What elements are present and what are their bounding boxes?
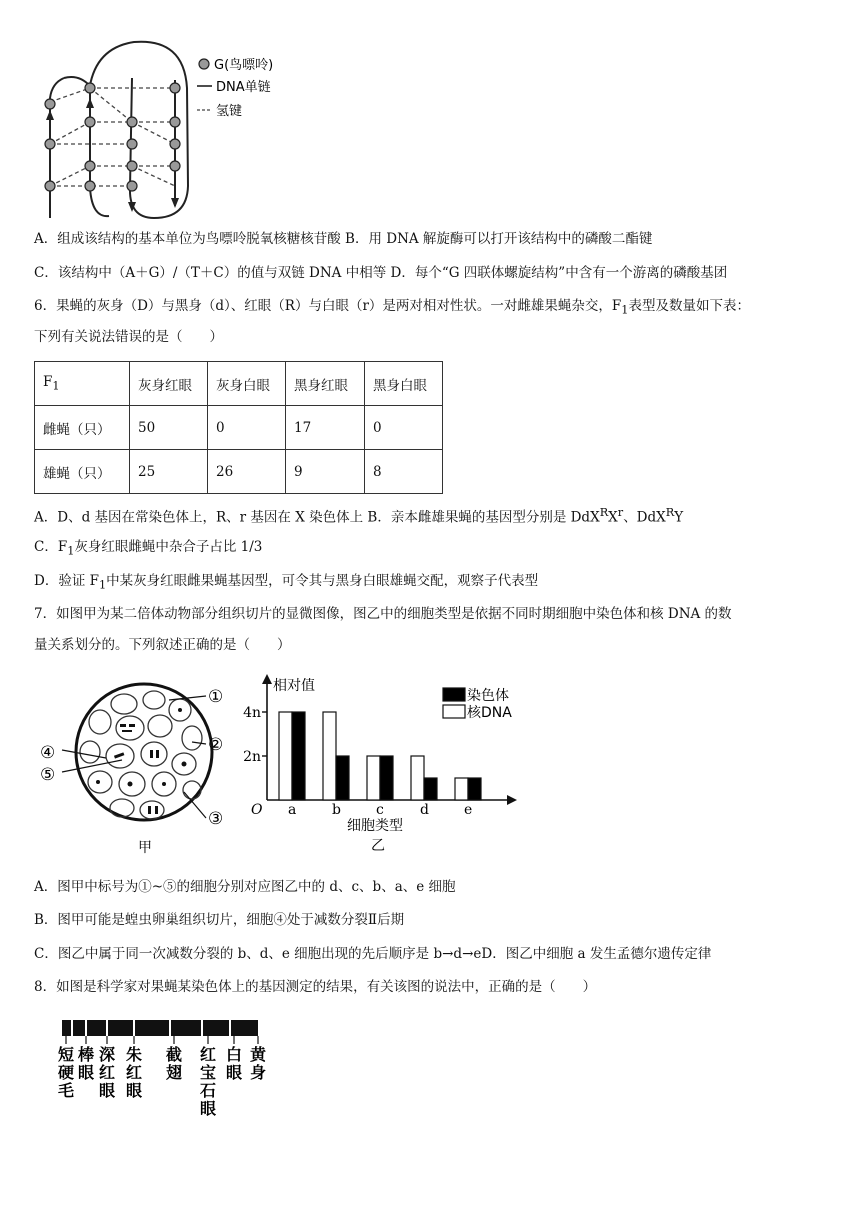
category-label: c (376, 802, 384, 818)
gene-label: 朱红眼 (126, 1045, 143, 1100)
gene-label: 截翅 (166, 1045, 183, 1082)
q6-opt-d-end: 中某灰身红眼雌果蝇基因型，可令其与黑身白眼雄蝇交配，观察子代表型 (106, 573, 539, 589)
table-header-row (35, 362, 443, 406)
q7-option-a: A．图甲中标号为①~⑤的细胞分别对应图乙中的 d、c、b、a、e 细胞 (34, 879, 456, 895)
marker-1: ① (208, 687, 224, 707)
cell-type-bar-chart (245, 670, 535, 856)
table-cell: 17 (286, 406, 365, 450)
q6-stem-end: 表型及数量如下表： (628, 298, 750, 314)
q6-opt-d-pre: D．验证 F (34, 573, 99, 589)
bar-e-chromosome (468, 778, 481, 800)
caption-jia: 甲 (138, 840, 152, 856)
table-row (35, 406, 443, 450)
q6-stem-sub: 1 (621, 303, 629, 317)
q5-option-ab: A．组成该结构的基本单位为鸟嘌呤脱氧核糖核苷酸 B．用 DNA 解旋酶可以打开该结构中的磷酸二酯键 (34, 231, 653, 247)
table-cell: 26 (208, 450, 286, 494)
legend-hbond: 氢键 (216, 104, 243, 119)
table-cell: 0 (365, 406, 443, 450)
f1-sub: 1 (52, 379, 60, 393)
q6-opt-c-end: 灰身红眼雌蝇中杂合子占比 1/3 (74, 539, 263, 555)
y-tick-label: 2n (243, 749, 261, 765)
gene-label: 短硬毛 (58, 1045, 75, 1100)
table-cell: 8 (365, 450, 443, 494)
table-row (35, 450, 443, 494)
bar-a-chromosome (292, 712, 305, 800)
table-header-cell: 灰身白眼 (208, 362, 286, 406)
q6-option-d (34, 571, 538, 596)
q8-stem: 8．如图是科学家对果蝇某染色体上的基因测定的结果，有关该图的说法中，正确的是（ ） (34, 979, 597, 995)
g-legend-icon (199, 59, 209, 69)
legend-label: 染色体 (467, 688, 509, 704)
marker-3: ③ (208, 809, 224, 829)
gene-label: 红宝石眼 (200, 1045, 217, 1118)
bar-b-dna (323, 712, 336, 800)
y-axis-label: 相对值 (273, 678, 315, 694)
table-cell: 雌蝇（只） (35, 406, 130, 450)
q6-option-c (34, 537, 262, 562)
gene-label: 深红眼 (99, 1045, 116, 1100)
legend-label: 核DNA (467, 705, 512, 721)
table-cell: 9 (286, 450, 365, 494)
f1-label: F (43, 374, 53, 391)
x-axis-arrow (507, 795, 517, 805)
gene-label: 棒眼 (78, 1045, 95, 1082)
bar-b-chromosome (336, 756, 349, 800)
sup: R (599, 506, 609, 519)
bar-a-dna (279, 712, 292, 800)
q6-stem-text: 6．果蝇的灰身（D）与黑身（d）、红眼（R）与白眼（r）是两对相对性状。一对雌雄果蝇杂交，F (34, 298, 622, 314)
marker-4: ④ (40, 743, 56, 763)
table-cell: 0 (208, 406, 286, 450)
q6-opt-a-end: Y (674, 509, 684, 526)
category-label: e (464, 802, 473, 818)
x-axis-label: 细胞类型 (347, 818, 403, 834)
q6-option-ab (34, 503, 683, 528)
bar-e-dna (455, 778, 468, 800)
q6-opt-a-mid2: 、DdX (623, 509, 666, 526)
y-tick-label: 4n (243, 705, 261, 721)
table-header-cell: 黑身红眼 (286, 362, 365, 406)
chromosome-gene-map (52, 1016, 292, 1132)
q6-opt-a-mid: X (608, 509, 618, 526)
sub: 1 (98, 578, 107, 592)
f1-table (34, 361, 443, 494)
q6-stem-2: 下列有关说法错误的是（ ） (34, 329, 223, 345)
q7-option-cd: C．图乙中属于同一次减数分裂的 b、d、e 细胞出现的先后顺序是 b→d→eD．图乙中细胞 a 发生孟德尔遗传定律 (34, 946, 712, 962)
table-cell: 25 (130, 450, 208, 494)
caption-yi: 乙 (371, 838, 385, 854)
q7-stem-1: 7．如图甲为某二倍体动物部分组织切片的显微图像，图乙中的细胞类型是依据不同时期细胞中染色体和核 DNA 的数 (34, 606, 732, 622)
bar-d-chromosome (424, 778, 437, 800)
y-axis-arrow (262, 674, 272, 684)
marker-2: ② (208, 735, 224, 755)
chromosome-bar (62, 1020, 258, 1036)
sup: r (617, 506, 624, 519)
bar-d-dna (411, 756, 424, 800)
legend-swatch (443, 688, 465, 701)
q5-option-cd: C．该结构中（A＋G）/（T＋C）的值与双链 DNA 中相等 D．每个“G 四联体螺旋结构”中含有一个游离的磷酸基团 (34, 265, 728, 281)
sup: R (665, 506, 675, 519)
tissue-section-figure (34, 680, 244, 856)
gene-label: 黄身 (250, 1045, 267, 1082)
g-quadruplex-figure (34, 38, 304, 222)
table-header-cell (35, 362, 130, 406)
q7-stem-2: 量关系划分的。下列叙述正确的是（ ） (34, 637, 291, 653)
table-header-cell: 黑身白眼 (365, 362, 443, 406)
table-cell: 50 (130, 406, 208, 450)
origin-label: O (251, 802, 263, 818)
table-cell: 雄蝇（只） (35, 450, 130, 494)
q6-stem-1 (34, 296, 750, 321)
legend-g: G(鸟嘌呤) (214, 58, 274, 73)
table-header-cell: 灰身红眼 (130, 362, 208, 406)
category-label: a (288, 802, 297, 818)
bar-c-chromosome (380, 756, 393, 800)
legend-swatch (443, 705, 465, 718)
q6-opt-c-pre: C．F (34, 539, 68, 555)
bar-c-dna (367, 756, 380, 800)
sub: 1 (67, 544, 75, 558)
marker-5: ⑤ (40, 765, 56, 785)
q7-option-b: B．图甲可能是蝗虫卵巢组织切片，细胞④处于减数分裂Ⅱ后期 (34, 912, 405, 928)
legend-dna: DNA单链 (216, 80, 271, 95)
category-label: d (420, 802, 429, 818)
q6-opt-a-text: A．D、d 基因在常染色体上，R、r 基因在 X 染色体上 B．亲本雌雄果蝇的基因型分别是 DdX (34, 509, 600, 526)
category-label: b (332, 802, 341, 818)
gene-label: 白眼 (226, 1045, 243, 1082)
